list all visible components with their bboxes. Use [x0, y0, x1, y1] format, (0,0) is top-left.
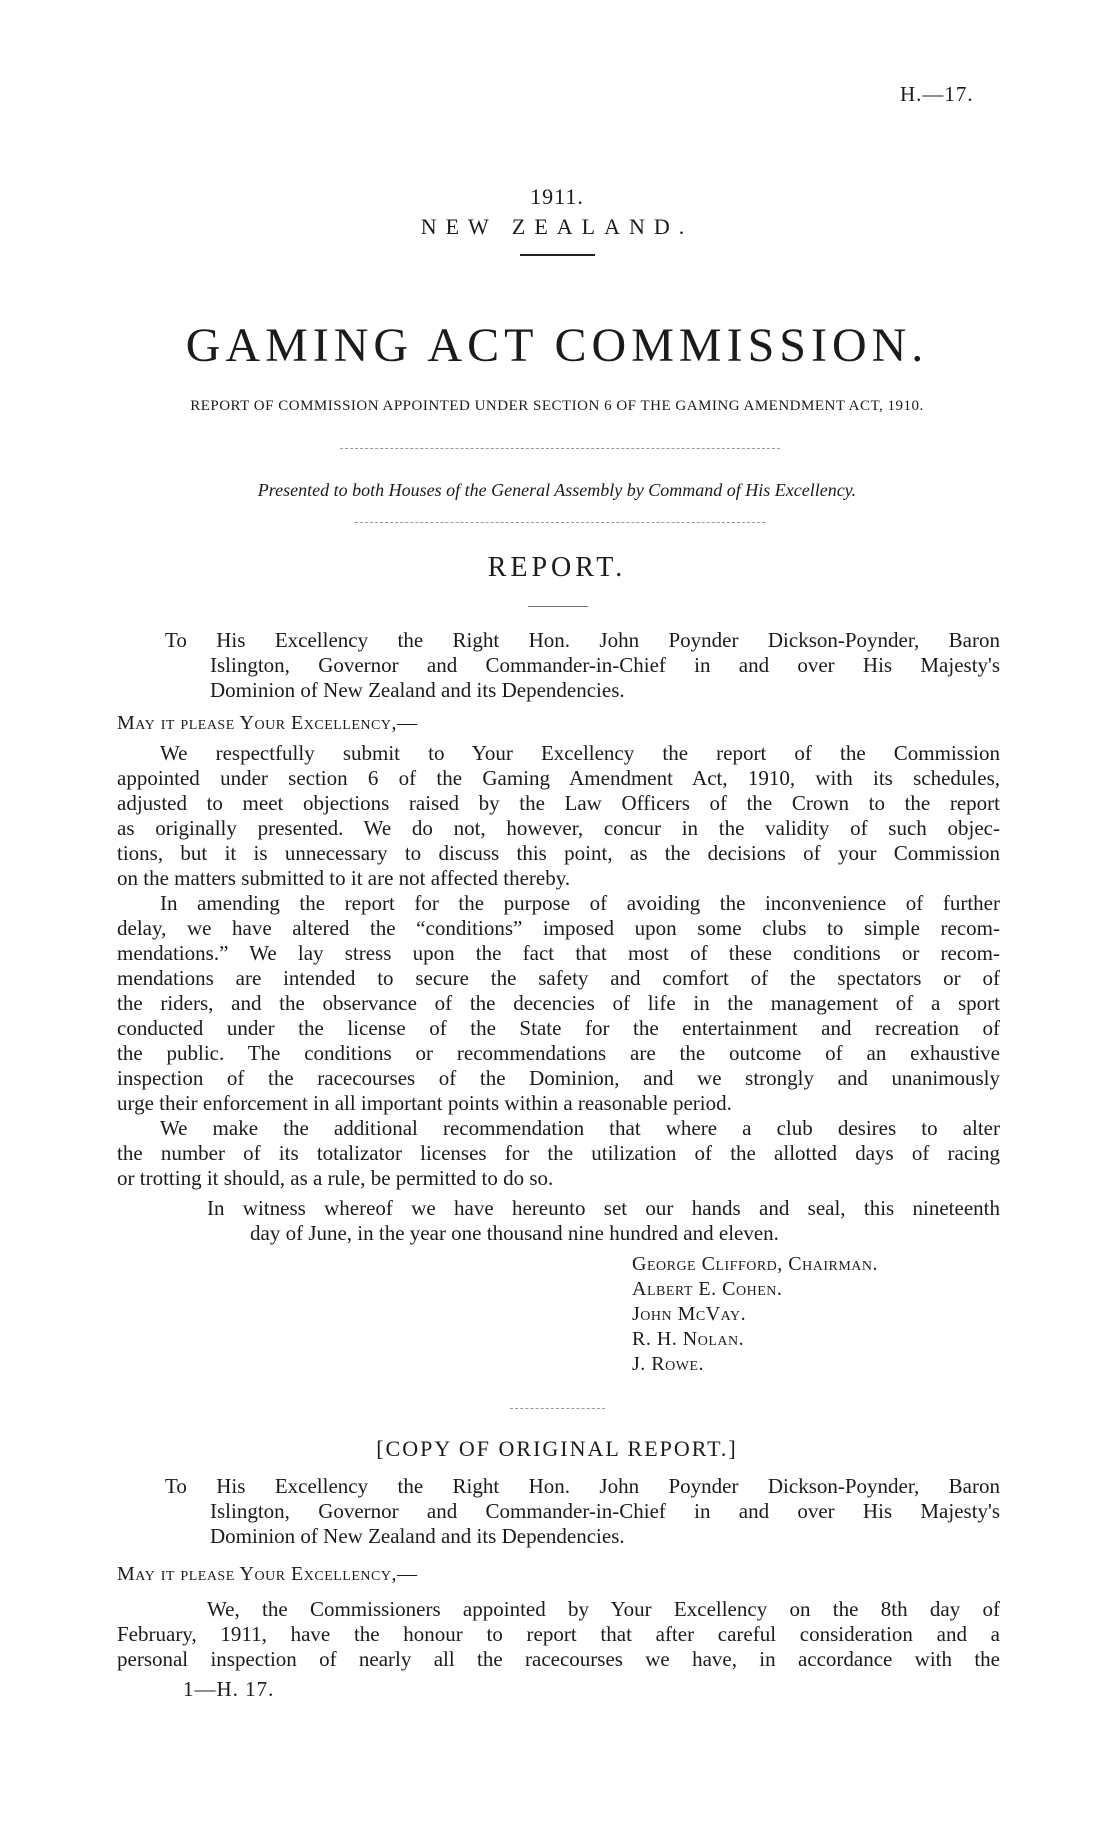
copy-heading: [COPY OF ORIGINAL REPORT.]: [376, 1436, 738, 1461]
report-text-line: urge their enforcement in all important points within a reasonable period.: [117, 1091, 732, 1115]
report-text-line: on the matters submitted to it are not affected thereby.: [117, 866, 571, 890]
presented-divider: [355, 522, 765, 523]
report-text-line: inspection of the racecourses of the Dominion, and we strongly and unanimously: [117, 1066, 1000, 1090]
presented-note: Presented to both Houses of the General Assembly by Command of His Excellency.: [257, 480, 857, 500]
report-text-line: the number of its totalizator licenses for the utilization of the allotted days of racing: [117, 1141, 1000, 1165]
document-title: GAMING ACT COMMISSION.: [185, 319, 929, 372]
report-heading: REPORT.: [487, 552, 627, 583]
signatory: John McVay.: [632, 1303, 747, 1325]
report-text-line: delay, we have altered the “conditions” imposed upon some clubs to simple recom-: [117, 916, 1000, 940]
original-text-line: personal inspection of nearly all the racecourses we have, in accordance with the: [117, 1647, 1000, 1671]
report-address-line: Islington, Governor and Commander-in-Chief in and over His Majesty's: [210, 653, 1000, 677]
report-text-line: mendations are intended to secure the safety and comfort of the spectators or of: [117, 966, 1000, 990]
witness-line: day of June, in the year one thousand nine hundred and eleven.: [250, 1221, 779, 1245]
signature-divider: [510, 1408, 605, 1409]
report-text-line: or trotting it should, as a rule, be permitted to do so.: [117, 1166, 554, 1190]
original-text-line: February, 1911, have the honour to report that after careful consideration and a: [117, 1622, 1000, 1646]
subtitle-divider: [340, 448, 780, 449]
original-address-line: To His Excellency the Right Hon. John Poynder Dickson-Poynder, Baron: [165, 1474, 1000, 1498]
report-text-line: adjusted to meet objections raised by the Law Officers of the Crown to the report: [117, 791, 1000, 815]
page-reference: H.—17.: [900, 82, 974, 106]
original-address-line: Dominion of New Zealand and its Dependencies.: [210, 1524, 625, 1548]
report-text-line: mendations.” We lay stress upon the fact that most of these conditions or recom-: [117, 941, 1000, 965]
report-address-line: To His Excellency the Right Hon. John Poynder Dickson-Poynder, Baron: [165, 628, 1000, 652]
signatory: R. H. Nolan.: [632, 1328, 745, 1350]
report-text-line: the public. The conditions or recommendations are the outcome of an exhaustive: [117, 1041, 1000, 1065]
report-salutation: May it please Your Excellency,—: [117, 712, 418, 734]
footer-page-reference: 1—H. 17.: [183, 1677, 275, 1701]
signatory: Albert E. Cohen.: [632, 1278, 783, 1300]
report-text-line: We respectfully submit to Your Excellency the report of the Commission: [160, 741, 1000, 765]
original-salutation: May it please Your Excellency,—: [117, 1563, 418, 1585]
original-text-line: We, the Commissioners appointed by Your Excellency on the 8th day of: [207, 1597, 1000, 1621]
report-text-line: We make the additional recommendation that where a club desires to alter: [160, 1116, 1000, 1140]
report-heading-divider: [528, 606, 588, 607]
document-subtitle: REPORT OF COMMISSION APPOINTED UNDER SECTION 6 OF THE GAMING AMENDMENT ACT, 1910.: [190, 398, 924, 414]
witness-line: In witness whereof we have hereunto set our hands and seal, this nineteenth: [207, 1196, 1000, 1220]
report-text-line: appointed under section 6 of the Gaming Amendment Act, 1910, with its schedules,: [117, 766, 1000, 790]
report-address-line: Dominion of New Zealand and its Dependencies.: [210, 678, 625, 702]
report-text-line: the riders, and the observance of the decencies of life in the management of a sport: [117, 991, 1000, 1015]
report-text-line: as originally presented. We do not, however, concur in the validity of such objec-: [117, 816, 1000, 840]
report-text-line: conducted under the license of the State for the entertainment and recreation of: [117, 1016, 1000, 1040]
header-divider: [520, 254, 595, 256]
report-text-line: tions, but it is unnecessary to discuss this point, as the decisions of your Commission: [117, 841, 1000, 865]
signatory: George Clifford, Chairman.: [632, 1253, 879, 1275]
report-text-line: In amending the report for the purpose of avoiding the inconvenience of further: [160, 891, 1000, 915]
country-heading: NEW ZEALAND.: [420, 214, 694, 239]
year: 1911.: [530, 184, 584, 209]
original-address-line: Islington, Governor and Commander-in-Chief in and over His Majesty's: [210, 1499, 1000, 1523]
signatory: J. Rowe.: [632, 1353, 704, 1375]
